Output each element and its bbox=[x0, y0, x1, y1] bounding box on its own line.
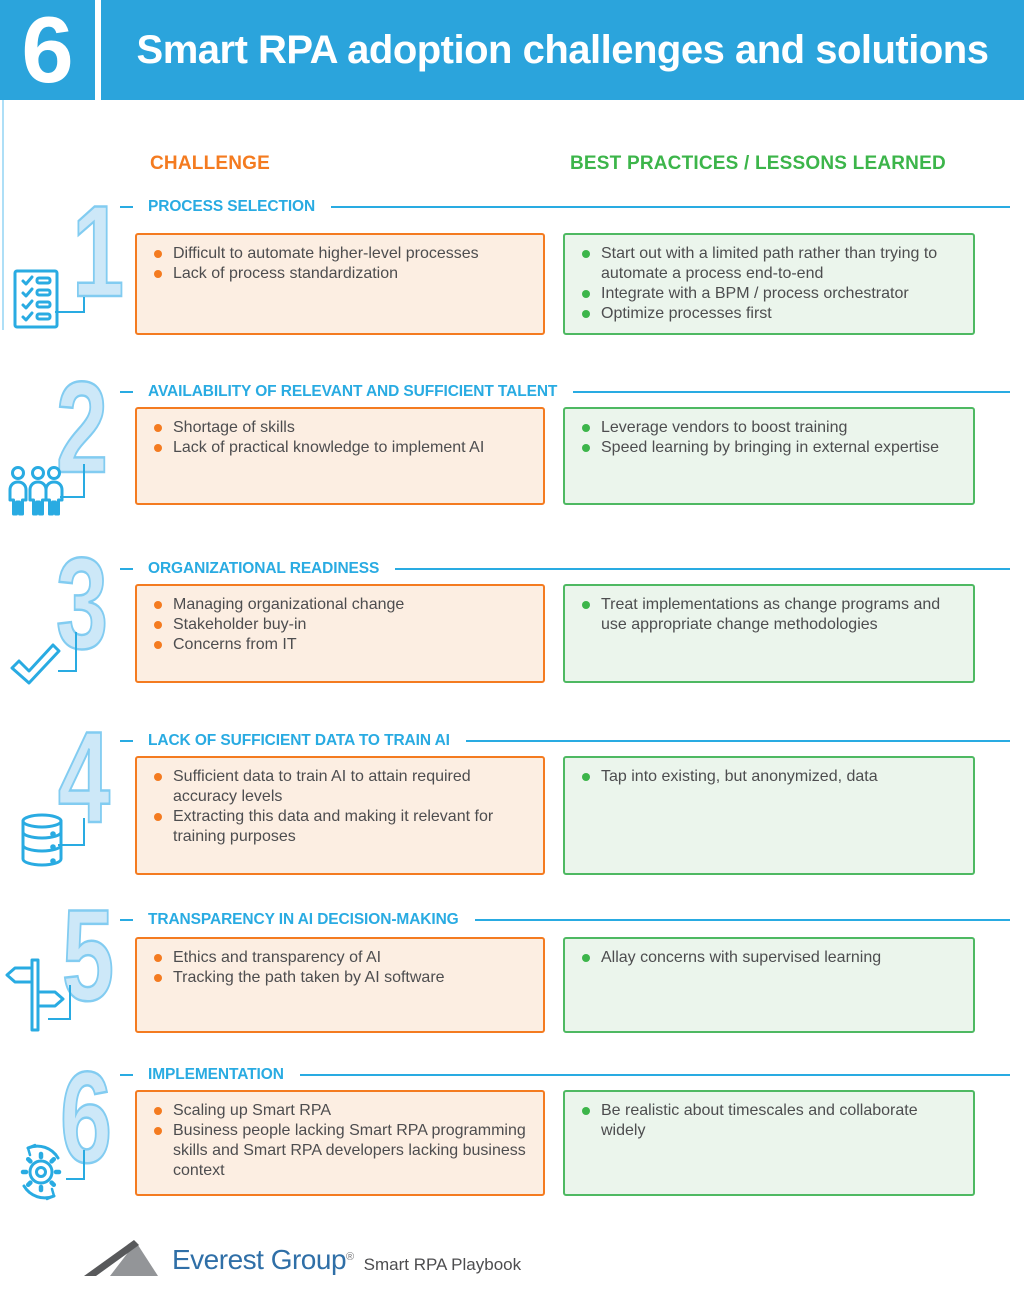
section-process-selection bbox=[0, 196, 1024, 335]
challenge-item: Tracking the path taken by AI software bbox=[149, 968, 531, 988]
section-rule bbox=[300, 1074, 1010, 1076]
section-dash bbox=[120, 919, 133, 921]
section-rule bbox=[331, 206, 1010, 208]
everest-group-logo-text: Everest Group® bbox=[172, 1244, 354, 1275]
challenge-box bbox=[135, 584, 545, 683]
best-practice-item: Start out with a limited path rather than trying to automate a process end-to-end bbox=[577, 244, 961, 284]
best-practices-column-header: BEST PRACTICES / LESSONS LEARNED bbox=[570, 153, 946, 174]
page-title: Smart RPA adoption challenges and solutions bbox=[136, 27, 989, 72]
section-number-2: 2 bbox=[56, 354, 109, 500]
challenge-item: Business people lacking Smart RPA programming skills and Smart RPA developers lacking business context bbox=[149, 1121, 531, 1181]
best-practice-item: Speed learning by bringing in external expertise bbox=[577, 438, 961, 458]
section-number-5: 5 bbox=[62, 882, 115, 1028]
everest-group-logo-icon bbox=[84, 1232, 160, 1277]
best-practice-item: Tap into existing, but anonymized, data bbox=[577, 767, 961, 787]
section-rule bbox=[395, 568, 1010, 570]
challenge-box bbox=[135, 937, 545, 1033]
title-banner bbox=[0, 0, 1024, 100]
section-training-data bbox=[0, 730, 1024, 875]
challenge-item: Difficult to automate higher-level processes bbox=[149, 244, 531, 264]
section-rule bbox=[466, 740, 1010, 742]
section-number-1: 1 bbox=[72, 178, 125, 324]
challenge-item: Lack of process standardization bbox=[149, 264, 531, 284]
section-title: ORGANIZATIONAL READINESS bbox=[148, 560, 380, 577]
best-practice-item: Integrate with a BPM / process orchestrator bbox=[577, 284, 961, 304]
section-implementation bbox=[0, 1064, 1024, 1196]
challenge-box bbox=[135, 407, 545, 505]
best-practice-item: Be realistic about timescales and collaborate widely bbox=[577, 1101, 961, 1141]
best-practice-item: Treat implementations as change programs and use appropriate change methodologies bbox=[577, 595, 961, 635]
challenge-box bbox=[135, 756, 545, 875]
section-number-6: 6 bbox=[60, 1044, 113, 1190]
challenge-item: Extracting this data and making it relevant for training purposes bbox=[149, 807, 531, 847]
best-practices-box bbox=[563, 407, 975, 505]
best-practices-box bbox=[563, 1090, 975, 1196]
section-number-3: 3 bbox=[56, 530, 109, 676]
best-practice-item: Optimize processes first bbox=[577, 304, 961, 324]
section-title: AVAILABILITY OF RELEVANT AND SUFFICIENT TALENT bbox=[148, 383, 558, 400]
section-dash bbox=[120, 568, 133, 570]
footer-caption: Smart RPA Playbook bbox=[363, 1255, 522, 1274]
registered-mark: ® bbox=[346, 1251, 354, 1263]
challenge-box bbox=[135, 233, 545, 335]
section-ai-transparency bbox=[0, 909, 1024, 1033]
challenge-item: Ethics and transparency of AI bbox=[149, 948, 531, 968]
challenge-column-header: CHALLENGE bbox=[150, 153, 271, 174]
section-rule bbox=[475, 919, 1010, 921]
challenge-item: Shortage of skills bbox=[149, 418, 531, 438]
best-practices-box bbox=[563, 584, 975, 683]
section-talent-availability bbox=[0, 381, 1024, 505]
challenge-item: Managing organizational change bbox=[149, 595, 531, 615]
footer bbox=[84, 1232, 521, 1277]
best-practices-box bbox=[563, 756, 975, 875]
page-number: 6 bbox=[21, 0, 74, 102]
section-dash bbox=[120, 206, 133, 208]
challenge-item: Sufficient data to train AI to attain required accuracy levels bbox=[149, 767, 531, 807]
section-rule bbox=[573, 391, 1010, 393]
challenge-item: Lack of practical knowledge to implement AI bbox=[149, 438, 531, 458]
best-practice-item: Leverage vendors to boost training bbox=[577, 418, 961, 438]
section-organizational-readiness bbox=[0, 558, 1024, 683]
best-practice-item: Allay concerns with supervised learning bbox=[577, 948, 961, 968]
section-dash bbox=[120, 1074, 133, 1076]
section-number-4: 4 bbox=[58, 704, 111, 850]
section-title: PROCESS SELECTION bbox=[148, 198, 316, 215]
section-title: LACK OF SUFFICIENT DATA TO TRAIN AI bbox=[148, 732, 450, 749]
section-dash bbox=[120, 740, 133, 742]
challenge-item: Stakeholder buy-in bbox=[149, 615, 531, 635]
section-title: IMPLEMENTATION bbox=[148, 1066, 284, 1083]
challenge-item: Scaling up Smart RPA bbox=[149, 1101, 531, 1121]
challenge-item: Concerns from IT bbox=[149, 635, 531, 655]
challenge-box bbox=[135, 1090, 545, 1196]
section-title: TRANSPARENCY IN AI DECISION-MAKING bbox=[148, 911, 459, 928]
best-practices-box bbox=[563, 937, 975, 1033]
section-dash bbox=[120, 391, 133, 393]
best-practices-box bbox=[563, 233, 975, 335]
